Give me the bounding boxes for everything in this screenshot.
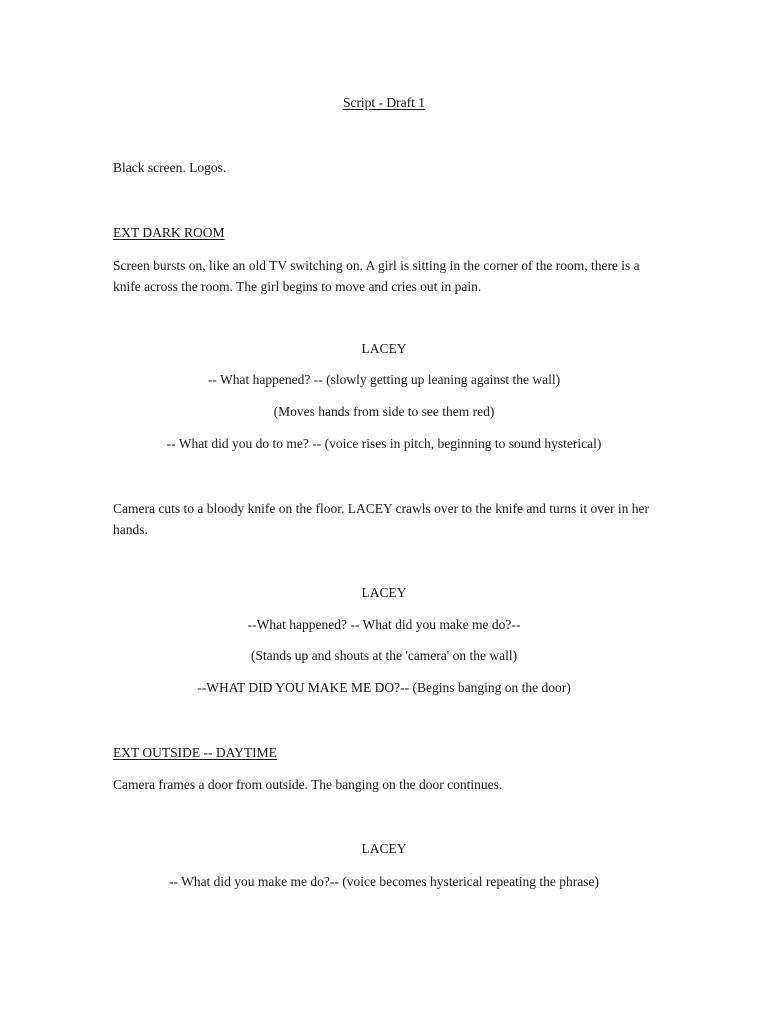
character-name-lacey-1: LACEY <box>361 341 407 356</box>
action-line-logos: Black screen. Logos. <box>113 160 227 175</box>
dialogue-shouting: --WHAT DID YOU MAKE ME DO?-- (Begins banging on the door) <box>197 680 571 695</box>
action-paragraph-screen-bursts: Screen bursts on, like an old TV switching on. A girl is sitting in the corner of the room, there is a knife across the room. The girl begins to move and cries out in pain. <box>113 258 640 294</box>
dialogue-hysterical-repeat: -- What did you make me do?-- (voice becomes hysterical repeating the phrase) <box>168 874 600 889</box>
character-name-lacey-3: LACEY <box>361 841 407 856</box>
dialogue-stands-up: (Stands up and shouts at the 'camera' on the wall) <box>250 648 518 663</box>
dialogue-what-happened: -- What happened? -- (slowly getting up leaning against the wall) <box>207 372 561 387</box>
dialogue-what-did-you-do: -- What did you do to me? -- (voice rises in pitch, beginning to sound hysterical) <box>166 436 602 451</box>
character-name-lacey-2: LACEY <box>361 585 407 600</box>
scene-heading-outside: EXT OUTSIDE -- DAYTIME <box>113 745 277 760</box>
action-line-door-frame: Camera frames a door from outside. The banging on the door continues. <box>113 777 503 792</box>
document-title: Script - Draft 1 <box>342 95 426 110</box>
dialogue-what-did-you-make-me-do: --What happened? -- What did you make me do?-- <box>247 617 521 632</box>
action-paragraph-camera-cuts: Camera cuts to a bloody knife on the floor. LACEY crawls over to the knife and turns it over in her hands. <box>113 501 649 537</box>
dialogue-moves-hands: (Moves hands from side to see them red) <box>273 404 495 419</box>
scene-heading-dark-room: EXT DARK ROOM <box>113 225 225 240</box>
